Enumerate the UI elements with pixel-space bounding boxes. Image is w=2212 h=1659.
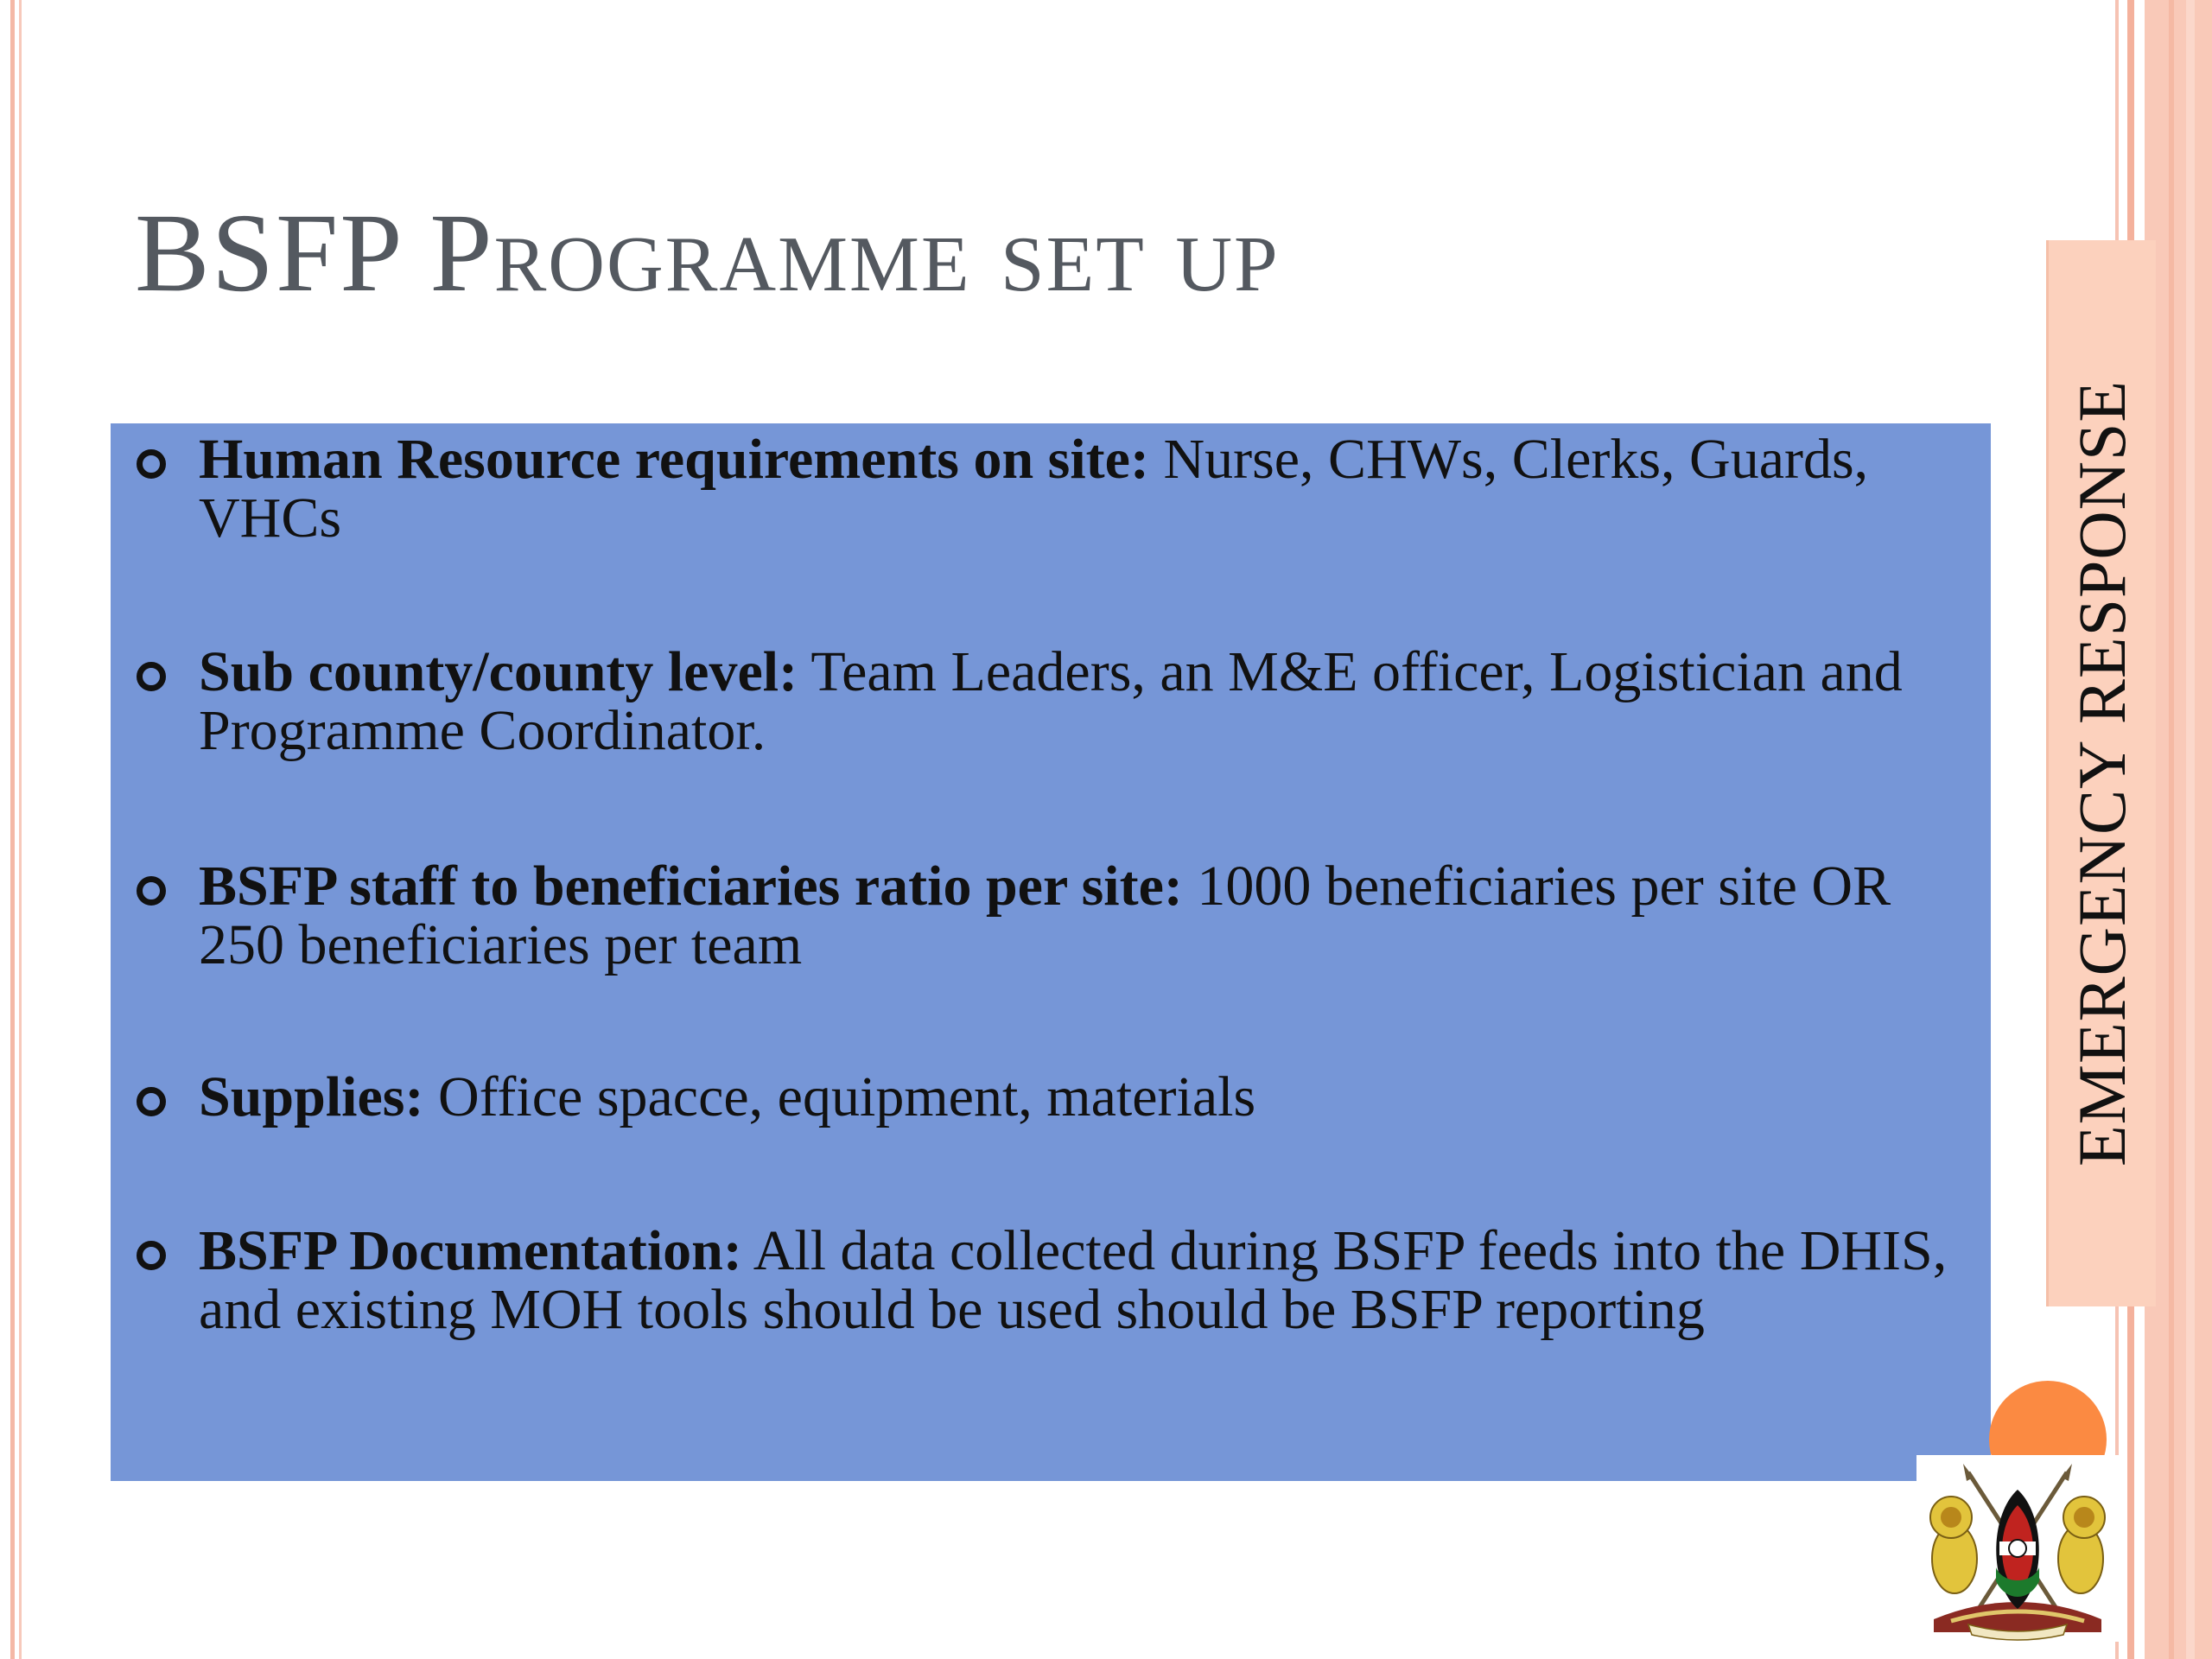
bullet-circle-icon — [137, 1087, 166, 1116]
bullet-text: Office spacce, equipment, materials — [423, 1065, 1256, 1128]
bullet-heading: Human Resource requirements on site: — [199, 428, 1149, 491]
bullet-item — [199, 1219, 1970, 1341]
left-border-line — [10, 0, 15, 1659]
slide-title — [135, 191, 1280, 315]
bullet-text: All data collected during BSFP feeds into the DHIS, and existing MOH tools should be used should be BSFP reporting — [199, 1219, 1948, 1341]
right-border-stripe — [2169, 0, 2174, 1659]
left-border-line-inner — [19, 0, 22, 1659]
bullet-circle-icon — [137, 876, 166, 906]
bullet-circle-icon — [137, 449, 166, 479]
bullet-heading: BSFP staff to beneficiaries ratio per site: — [199, 855, 1183, 918]
bullet-heading: Supplies: — [199, 1065, 424, 1128]
bullet-item — [199, 1065, 1970, 1128]
bullet-heading: BSFP Documentation: — [199, 1219, 742, 1282]
bullet-text: 1000 beneficiaries per site OR 250 beneficiaries per team — [199, 855, 1891, 976]
right-border-stripe — [2186, 0, 2195, 1659]
slide-title-prefix: BSFP — [135, 191, 430, 315]
bullet-circle-icon — [137, 662, 166, 691]
bullet-item — [199, 857, 1970, 975]
bullet-heading: Sub county/county level: — [199, 640, 798, 703]
bullet-item — [199, 640, 1970, 762]
kenya-coat-of-arms-icon — [1916, 1455, 2119, 1642]
content-box — [111, 423, 1991, 1481]
bullet-item — [199, 430, 1970, 548]
side-tab-label: EMERGENCY RESPONSE — [2064, 379, 2139, 1167]
side-tab — [2046, 240, 2156, 1306]
bullet-text: Team Leaders, an M&E officer, Logistician and Programme Coordinator. — [199, 640, 1903, 762]
slide-title-rest: Programme set up — [429, 191, 1280, 315]
bullet-text: Nurse, CHWs, Clerks, Guards, VHCs — [199, 428, 1869, 550]
bullet-circle-icon — [137, 1241, 166, 1270]
